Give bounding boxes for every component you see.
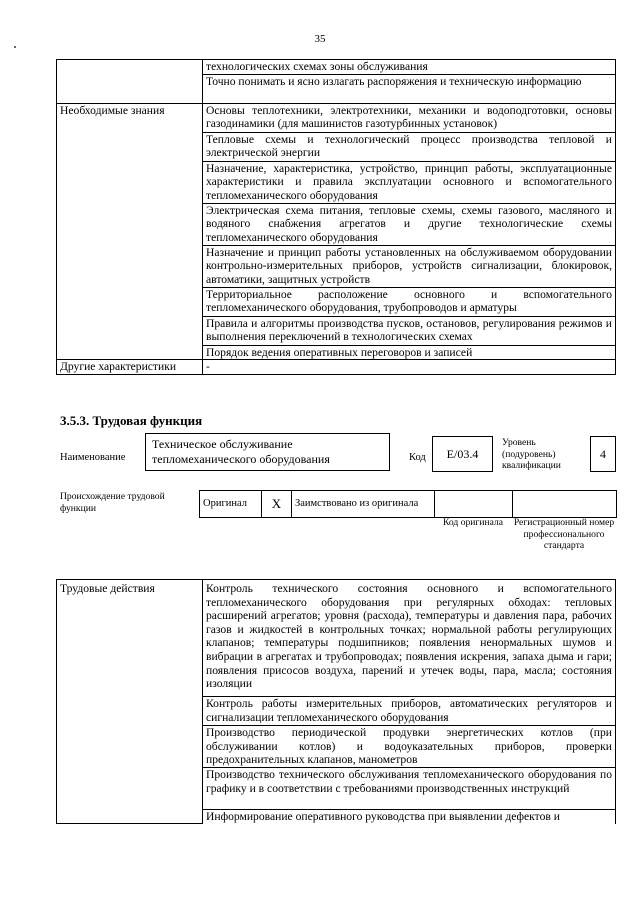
table-row: [57, 580, 616, 697]
function-code-box: E/03.4: [432, 436, 493, 472]
row-text: Электрическая схема питания, тепловые схемы, схемы газового, масляного и водяного снабжения агрегатов и другие технологические схемы тепломеханического оборудования: [203, 203, 616, 245]
section-heading: 3.5.3. Трудовая функция: [60, 413, 203, 428]
code-label: Код: [409, 452, 426, 463]
table-row: [57, 360, 616, 375]
row-text: Контроль работы измерительных приборов, автоматических регуляторов и сигнализации тепломеханического оборудования: [203, 697, 616, 726]
row-text: Производство технического обслуживания тепломеханического оборудования по графику и в соответствии с требованиями производственных инструкций: [203, 768, 616, 810]
origin-label: Происхождение трудовой функции: [60, 491, 165, 514]
name-label: Наименование: [60, 452, 126, 463]
row-text: Контроль технического состояния основного и вспомогательного тепломеханического оборудования при регулярных обходах: тепловых расширений агрегатов; уровня (расхода), температуры и давления пара, рабочих газов и жидкостей в контрольных точках; нормальной работы регулирующих клапанов; температуры подшипников; появления ненормальных шумов и вибрации в агрегатах и трубопроводах; появления искрения, запаха дыма и гари; появления присосов воздуха, парений и утечек воды, пара, масла; состояния изоляции: [203, 580, 616, 697]
row-text: Информирование оперативного руководства при выявлении дефектов и: [203, 810, 616, 824]
registration-caption: Регистрационный номер профессионального стандарта: [513, 517, 615, 551]
row-text: Точно понимать и ясно излагать распоряжения и техническую информацию: [203, 74, 616, 103]
row-text: Территориальное расположение основного и вспомогательного тепломеханического оборудования, трубопроводов и арматуры: [203, 287, 616, 316]
row-label: Необходимые знания: [57, 103, 203, 360]
actions-table: [56, 579, 616, 824]
row-text: Производство периодической продувки энергетических котлов (при обслуживании котлов) и водоуказательных приборов, проверки предохранительных клапанов, манометров: [203, 726, 616, 768]
table-row: [200, 491, 617, 518]
row-text: -: [203, 360, 616, 375]
row-text: Назначение и принцип работы установленных на обслуживаемом оборудовании контрольно-измерительных приборов, устройств сигнализации, блокировок, автоматики, защитных устройств: [203, 245, 616, 287]
table-row: [57, 60, 616, 75]
origin-table: [199, 490, 617, 518]
row-text: Тепловые схемы и технологический процесс производства тепловой и электрической энергии: [203, 132, 616, 161]
row-text: Порядок ведения оперативных переговоров и записей: [203, 345, 616, 360]
row-text: Назначение, характеристика, устройство, принцип работы, эксплуатационные характеристики и правила эксплуатации основного и вспомогательного тепломеханического оборудования: [203, 161, 616, 203]
registration-number-cell: [513, 491, 617, 518]
row-label: [57, 60, 203, 104]
row-text: Правила и алгоритмы производства пусков, остановов, регулирования режимов и выполнения переключений в технологических схемах: [203, 316, 616, 345]
function-name-box: Техническое обслуживание тепломеханического оборудования: [145, 433, 390, 471]
row-label: Другие характеристики: [57, 360, 203, 375]
code-caption: Код оригинала: [442, 517, 504, 528]
level-label: Уровень (подуровень) квалификации: [502, 437, 561, 471]
row-text: технологических схемах зоны обслуживания: [203, 60, 616, 75]
margin-dot: [14, 46, 16, 48]
original-mark: X: [262, 491, 292, 518]
borrowed-label: Заимствовано из оригинала: [292, 491, 435, 518]
original-code-cell: [435, 491, 513, 518]
original-label: Оригинал: [200, 491, 262, 518]
row-label: Трудовые действия: [57, 580, 203, 824]
page-number: 35: [314, 33, 326, 45]
knowledge-table: [56, 59, 616, 375]
table-row: [57, 103, 616, 132]
level-box: 4: [590, 436, 616, 472]
row-text: Основы теплотехники, электротехники, механики и водоподготовки, основы газодинамики (для машинистов газотурбинных установок): [203, 103, 616, 132]
